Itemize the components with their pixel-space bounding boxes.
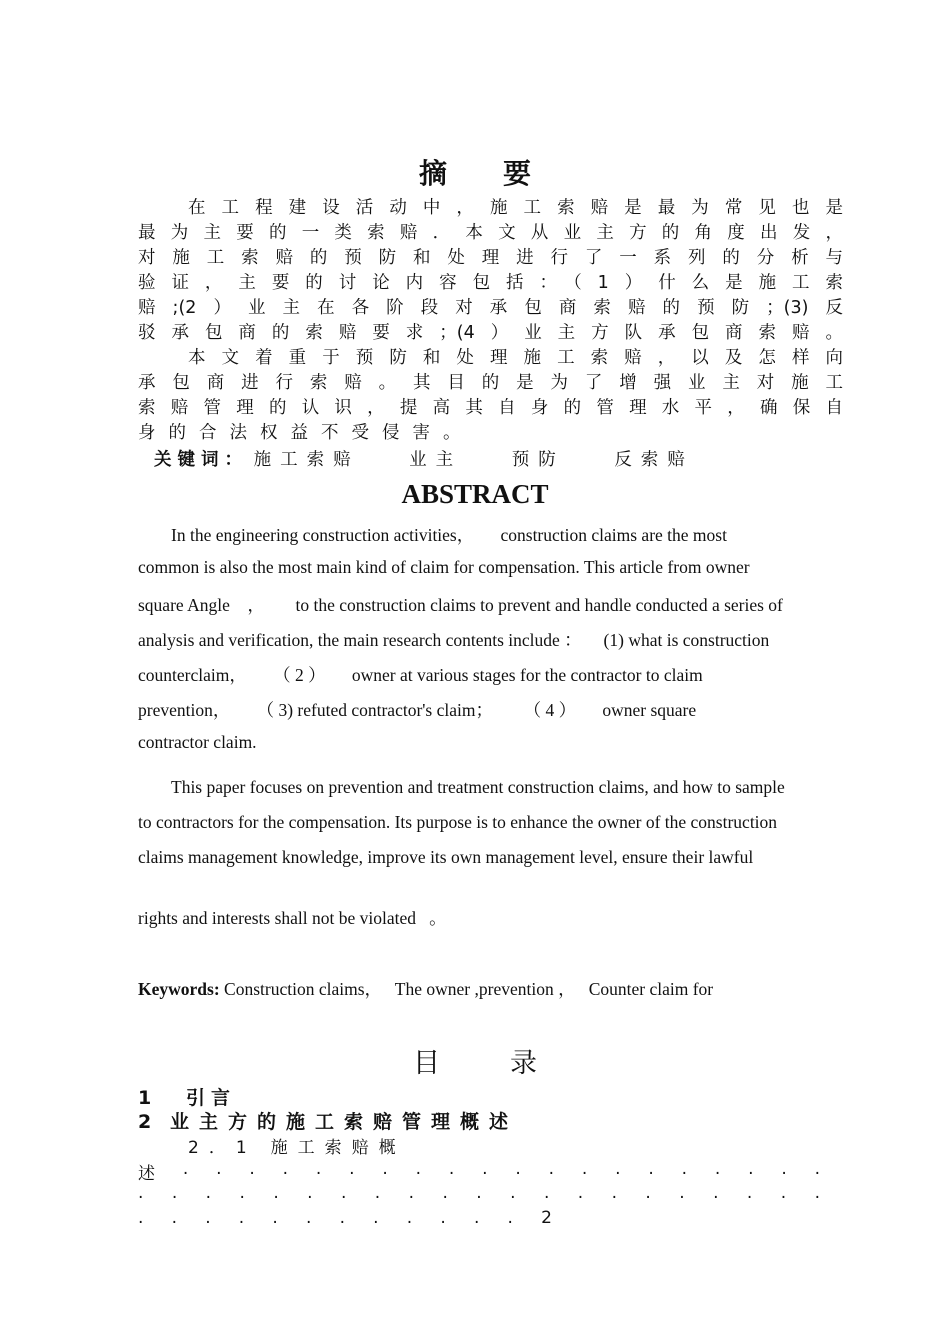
abstract-cn-paragraph-1	[138, 196, 843, 446]
abstract-en-title: ABSTRACT	[401, 479, 549, 509]
abstract-cn-line: 身的合法权益不受侵害。	[138, 423, 474, 443]
abstract-cn-line: 驳承包商的索赔要求；(4）业主方队承包商索赔。	[138, 323, 843, 343]
abstract-en-line: contractor claim.	[138, 732, 257, 752]
toc-entry-title: 业主方的施工索赔管理概述	[170, 1111, 519, 1133]
toc-leader-dots: . . . . . . . . . . . . 2	[138, 1208, 552, 1228]
abstract-cn-line: 对施工索赔的预防和处理进行了一系列的分析与	[138, 248, 843, 268]
abstract-en-line: prevention， （ 3) refuted contractor's claim； （ 4 ） owner square	[138, 700, 697, 720]
toc-entry-number: 1	[138, 1087, 152, 1109]
keywords-cn	[154, 446, 720, 471]
abstract-cn-line: 本文着重于预防和处理施工索赔，以及怎样向	[188, 348, 843, 368]
keyword-cn: 施工索赔	[253, 450, 360, 470]
keywords-en	[138, 976, 713, 1001]
abstract-cn-line: 验证，主要的讨论内容包括：（1）什么是施工索	[138, 273, 843, 293]
toc-sub-entry-number: 2．1	[188, 1138, 257, 1158]
keyword-cn: 预防	[511, 450, 565, 470]
toc-entry-number: 2	[138, 1111, 152, 1133]
keywords-en-label: Keywords:	[138, 979, 220, 999]
toc-leader-dots: 述 . . . . . . . . . . . . . . . . . . . .	[138, 1159, 820, 1184]
toc-sub-entry-title: 施工索赔概	[270, 1138, 406, 1158]
toc-sub-entry-continuation: 述	[138, 1164, 155, 1184]
toc-title: 目录	[413, 1048, 607, 1079]
toc-sub-entry	[188, 1133, 406, 1158]
abstract-en-line: claims management knowledge, improve its own management level, ensure their lawful	[138, 847, 754, 867]
abstract-en-line: counterclaim， （ 2 ） owner at various stages for the contractor to claim	[138, 665, 703, 685]
abstract-en-line: In the engineering construction activities， construction claims are the most	[171, 525, 727, 545]
toc-entry	[138, 1107, 518, 1134]
toc-entry	[138, 1083, 236, 1110]
abstract-cn-line: 在工程建设活动中，施工索赔是最为常见也是	[188, 198, 843, 218]
abstract-cn-line: 承包商进行索赔。其目的是为了增强业主对施工	[138, 373, 843, 393]
abstract-en-line: square Angle ， to the construction claims to prevent and handle conducted a series of	[138, 595, 783, 615]
keywords-en-text: Construction claims， The owner ,prevention ， Counter claim for	[224, 979, 714, 999]
abstract-cn-line: 最为主要的一类索赔．本文从业主方的角度出发，	[138, 223, 843, 243]
toc-entry-title: 引言	[186, 1087, 237, 1109]
toc-page-number: 2	[541, 1208, 552, 1228]
abstract-en-line: common is also the most main kind of claim for compensation. This article from owner	[138, 557, 750, 577]
abstract-en-line: rights and interests shall not be violated 。	[138, 908, 447, 928]
abstract-en-line: to contractors for the compensation. Its purpose is to enhance the owner of the construction	[138, 812, 778, 832]
abstract-cn-line: 赔;(2）业主在各阶段对承包商索赔的预防；(3)反	[138, 298, 843, 318]
abstract-en-line: This paper focuses on prevention and treatment construction claims, and how to sample	[171, 777, 785, 797]
keyword-cn: 反索赔	[614, 450, 694, 470]
keywords-cn-label: 关键词：	[154, 450, 248, 470]
abstract-cn-line: 索赔管理的认识，提高其自身的管理水平，确保自	[138, 398, 843, 418]
abstract-en-line: analysis and verification, the main research contents include ： (1) what is construction	[138, 630, 770, 650]
keyword-cn: 业主	[409, 450, 463, 470]
toc-leader-dots: . . . . . . . . . . . . . . . . . . . . .	[138, 1183, 820, 1203]
abstract-cn-title: 摘要	[418, 157, 587, 190]
